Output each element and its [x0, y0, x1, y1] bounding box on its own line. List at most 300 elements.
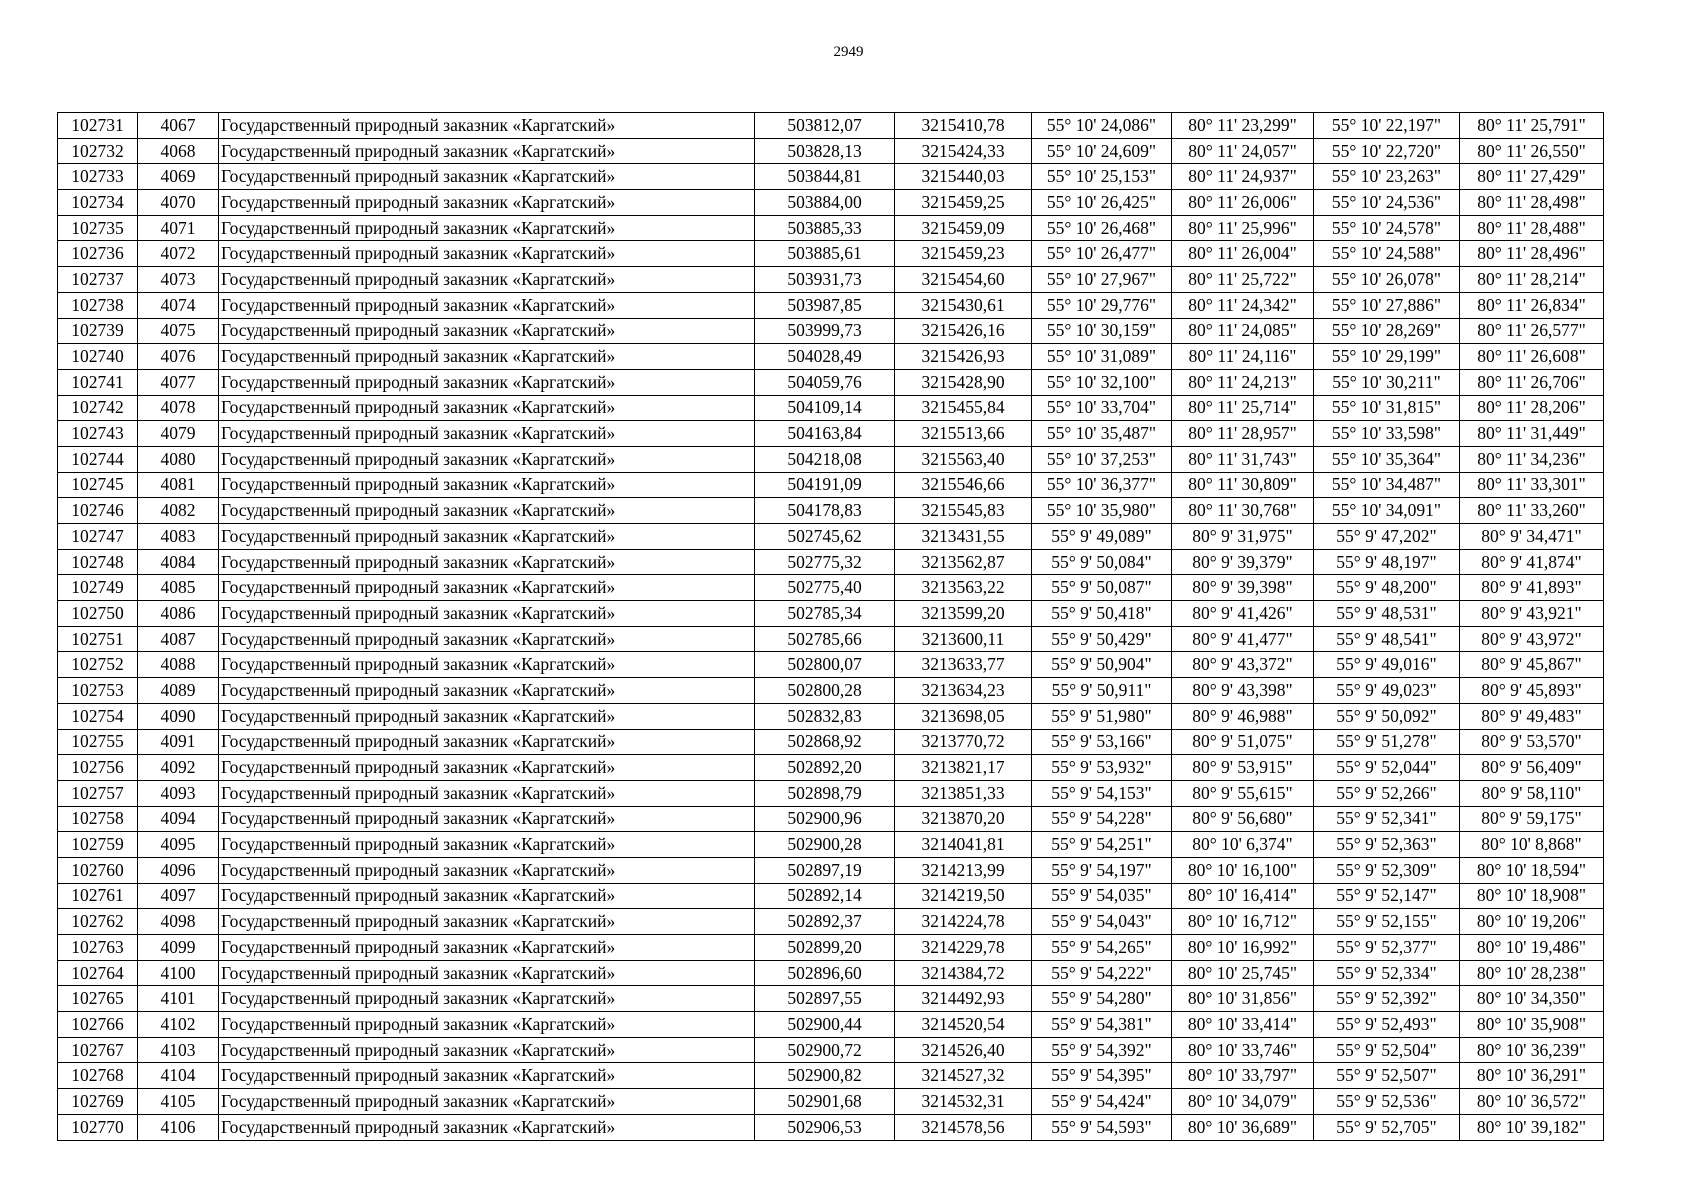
- row-id-cell: 102742: [58, 395, 138, 421]
- y-coord-cell: 3215546,66: [895, 472, 1032, 498]
- name-cell: Государственный природный заказник «Каргатский»: [219, 395, 755, 421]
- x-coord-cell: 503885,61: [755, 241, 895, 267]
- longitude-2-cell: 80° 11' 33,301": [1460, 472, 1604, 498]
- longitude-2-cell: 80° 11' 25,791": [1460, 113, 1604, 139]
- longitude-2-cell: 80° 10' 18,908": [1460, 883, 1604, 909]
- latitude-1-cell: 55° 9' 50,418": [1032, 601, 1172, 627]
- x-coord-cell: 504163,84: [755, 421, 895, 447]
- table-row: [58, 678, 1604, 704]
- table-row: [58, 446, 1604, 472]
- latitude-1-cell: 55° 10' 32,100": [1032, 369, 1172, 395]
- point-number-cell: 4104: [138, 1063, 219, 1089]
- latitude-2-cell: 55° 9' 52,493": [1314, 1012, 1460, 1038]
- longitude-2-cell: 80° 9' 41,893": [1460, 575, 1604, 601]
- y-coord-cell: 3213633,77: [895, 652, 1032, 678]
- x-coord-cell: 502785,66: [755, 626, 895, 652]
- name-cell: Государственный природный заказник «Каргатский»: [219, 164, 755, 190]
- x-coord-cell: 502775,40: [755, 575, 895, 601]
- table-body: [58, 113, 1604, 1141]
- table-row: [58, 138, 1604, 164]
- row-id-cell: 102741: [58, 369, 138, 395]
- latitude-1-cell: 55° 10' 36,377": [1032, 472, 1172, 498]
- point-number-cell: 4100: [138, 960, 219, 986]
- longitude-1-cell: 80° 9' 39,379": [1172, 549, 1314, 575]
- y-coord-cell: 3214041,81: [895, 832, 1032, 858]
- name-cell: Государственный природный заказник «Каргатский»: [219, 1012, 755, 1038]
- y-coord-cell: 3215455,84: [895, 395, 1032, 421]
- latitude-1-cell: 55° 9' 54,228": [1032, 806, 1172, 832]
- longitude-1-cell: 80° 11' 26,004": [1172, 241, 1314, 267]
- longitude-2-cell: 80° 9' 41,874": [1460, 549, 1604, 575]
- longitude-2-cell: 80° 11' 26,550": [1460, 138, 1604, 164]
- table-row: [58, 1089, 1604, 1115]
- row-id-cell: 102757: [58, 780, 138, 806]
- point-number-cell: 4079: [138, 421, 219, 447]
- longitude-1-cell: 80° 10' 33,414": [1172, 1012, 1314, 1038]
- longitude-1-cell: 80° 10' 36,689": [1172, 1114, 1314, 1140]
- x-coord-cell: 503812,07: [755, 113, 895, 139]
- latitude-1-cell: 55° 9' 54,392": [1032, 1037, 1172, 1063]
- longitude-1-cell: 80° 10' 31,856": [1172, 986, 1314, 1012]
- name-cell: Государственный природный заказник «Каргатский»: [219, 703, 755, 729]
- row-id-cell: 102732: [58, 138, 138, 164]
- name-cell: Государственный природный заказник «Каргатский»: [219, 215, 755, 241]
- latitude-2-cell: 55° 9' 52,705": [1314, 1114, 1460, 1140]
- name-cell: Государственный природный заказник «Каргатский»: [219, 652, 755, 678]
- point-number-cell: 4088: [138, 652, 219, 678]
- point-number-cell: 4102: [138, 1012, 219, 1038]
- name-cell: Государственный природный заказник «Каргатский»: [219, 1089, 755, 1115]
- x-coord-cell: 502900,96: [755, 806, 895, 832]
- x-coord-cell: 502906,53: [755, 1114, 895, 1140]
- table-row: [58, 267, 1604, 293]
- point-number-cell: 4068: [138, 138, 219, 164]
- x-coord-cell: 502892,20: [755, 755, 895, 781]
- y-coord-cell: 3214526,40: [895, 1037, 1032, 1063]
- latitude-2-cell: 55° 9' 49,016": [1314, 652, 1460, 678]
- latitude-1-cell: 55° 9' 54,593": [1032, 1114, 1172, 1140]
- name-cell: Государственный природный заказник «Каргатский»: [219, 832, 755, 858]
- row-id-cell: 102754: [58, 703, 138, 729]
- page-number: 2949: [833, 44, 864, 60]
- longitude-2-cell: 80° 10' 19,206": [1460, 909, 1604, 935]
- latitude-1-cell: 55° 10' 25,153": [1032, 164, 1172, 190]
- latitude-2-cell: 55° 9' 52,155": [1314, 909, 1460, 935]
- latitude-1-cell: 55° 9' 51,980": [1032, 703, 1172, 729]
- longitude-1-cell: 80° 9' 39,398": [1172, 575, 1314, 601]
- row-id-cell: 102731: [58, 113, 138, 139]
- latitude-2-cell: 55° 9' 52,334": [1314, 960, 1460, 986]
- latitude-2-cell: 55° 10' 34,091": [1314, 498, 1460, 524]
- table-row: [58, 703, 1604, 729]
- longitude-2-cell: 80° 11' 26,577": [1460, 318, 1604, 344]
- longitude-2-cell: 80° 10' 36,572": [1460, 1089, 1604, 1115]
- longitude-2-cell: 80° 9' 45,867": [1460, 652, 1604, 678]
- row-id-cell: 102743: [58, 421, 138, 447]
- point-number-cell: 4101: [138, 986, 219, 1012]
- longitude-1-cell: 80° 10' 16,712": [1172, 909, 1314, 935]
- name-cell: Государственный природный заказник «Каргатский»: [219, 806, 755, 832]
- latitude-1-cell: 55° 10' 27,967": [1032, 267, 1172, 293]
- longitude-1-cell: 80° 9' 51,075": [1172, 729, 1314, 755]
- longitude-2-cell: 80° 11' 34,236": [1460, 446, 1604, 472]
- longitude-1-cell: 80° 10' 25,745": [1172, 960, 1314, 986]
- longitude-2-cell: 80° 9' 43,972": [1460, 626, 1604, 652]
- table-row: [58, 729, 1604, 755]
- row-id-cell: 102739: [58, 318, 138, 344]
- longitude-1-cell: 80° 11' 24,057": [1172, 138, 1314, 164]
- latitude-2-cell: 55° 9' 52,266": [1314, 780, 1460, 806]
- x-coord-cell: 504178,83: [755, 498, 895, 524]
- row-id-cell: 102755: [58, 729, 138, 755]
- point-number-cell: 4105: [138, 1089, 219, 1115]
- y-coord-cell: 3213821,17: [895, 755, 1032, 781]
- row-id-cell: 102752: [58, 652, 138, 678]
- longitude-1-cell: 80° 10' 34,079": [1172, 1089, 1314, 1115]
- point-number-cell: 4096: [138, 857, 219, 883]
- longitude-1-cell: 80° 9' 31,975": [1172, 524, 1314, 550]
- point-number-cell: 4071: [138, 215, 219, 241]
- longitude-2-cell: 80° 10' 39,182": [1460, 1114, 1604, 1140]
- y-coord-cell: 3213562,87: [895, 549, 1032, 575]
- latitude-1-cell: 55° 10' 29,776": [1032, 292, 1172, 318]
- table-row: [58, 575, 1604, 601]
- point-number-cell: 4091: [138, 729, 219, 755]
- table-row: [58, 626, 1604, 652]
- y-coord-cell: 3215459,23: [895, 241, 1032, 267]
- latitude-1-cell: 55° 10' 31,089": [1032, 344, 1172, 370]
- y-coord-cell: 3215545,83: [895, 498, 1032, 524]
- y-coord-cell: 3215426,16: [895, 318, 1032, 344]
- longitude-1-cell: 80° 9' 41,426": [1172, 601, 1314, 627]
- x-coord-cell: 502897,55: [755, 986, 895, 1012]
- point-number-cell: 4070: [138, 190, 219, 216]
- name-cell: Государственный природный заказник «Каргатский»: [219, 549, 755, 575]
- name-cell: Государственный природный заказник «Каргатский»: [219, 241, 755, 267]
- point-number-cell: 4092: [138, 755, 219, 781]
- longitude-1-cell: 80° 10' 16,100": [1172, 857, 1314, 883]
- longitude-2-cell: 80° 11' 26,608": [1460, 344, 1604, 370]
- latitude-2-cell: 55° 9' 52,147": [1314, 883, 1460, 909]
- name-cell: Государственный природный заказник «Каргатский»: [219, 935, 755, 961]
- longitude-2-cell: 80° 11' 31,449": [1460, 421, 1604, 447]
- name-cell: Государственный природный заказник «Каргатский»: [219, 369, 755, 395]
- latitude-2-cell: 55° 10' 24,588": [1314, 241, 1460, 267]
- latitude-2-cell: 55° 10' 27,886": [1314, 292, 1460, 318]
- latitude-2-cell: 55° 9' 52,363": [1314, 832, 1460, 858]
- longitude-2-cell: 80° 10' 8,868": [1460, 832, 1604, 858]
- x-coord-cell: 503844,81: [755, 164, 895, 190]
- longitude-1-cell: 80° 9' 55,615": [1172, 780, 1314, 806]
- point-number-cell: 4099: [138, 935, 219, 961]
- table-row: [58, 806, 1604, 832]
- name-cell: Государственный природный заказник «Каргатский»: [219, 292, 755, 318]
- longitude-1-cell: 80° 9' 43,372": [1172, 652, 1314, 678]
- longitude-2-cell: 80° 10' 36,239": [1460, 1037, 1604, 1063]
- y-coord-cell: 3214492,93: [895, 986, 1032, 1012]
- latitude-1-cell: 55° 9' 54,222": [1032, 960, 1172, 986]
- point-number-cell: 4084: [138, 549, 219, 575]
- longitude-2-cell: 80° 9' 53,570": [1460, 729, 1604, 755]
- longitude-1-cell: 80° 9' 53,915": [1172, 755, 1314, 781]
- table-row: [58, 1114, 1604, 1140]
- longitude-1-cell: 80° 9' 46,988": [1172, 703, 1314, 729]
- row-id-cell: 102750: [58, 601, 138, 627]
- latitude-2-cell: 55° 10' 29,199": [1314, 344, 1460, 370]
- longitude-1-cell: 80° 11' 24,213": [1172, 369, 1314, 395]
- latitude-2-cell: 55° 9' 52,377": [1314, 935, 1460, 961]
- x-coord-cell: 502897,19: [755, 857, 895, 883]
- latitude-1-cell: 55° 10' 35,980": [1032, 498, 1172, 524]
- latitude-1-cell: 55° 9' 54,280": [1032, 986, 1172, 1012]
- y-coord-cell: 3213634,23: [895, 678, 1032, 704]
- latitude-2-cell: 55° 10' 30,211": [1314, 369, 1460, 395]
- table-row: [58, 960, 1604, 986]
- row-id-cell: 102761: [58, 883, 138, 909]
- longitude-1-cell: 80° 11' 30,768": [1172, 498, 1314, 524]
- table-row: [58, 292, 1604, 318]
- row-id-cell: 102751: [58, 626, 138, 652]
- row-id-cell: 102745: [58, 472, 138, 498]
- latitude-1-cell: 55° 9' 54,265": [1032, 935, 1172, 961]
- point-number-cell: 4075: [138, 318, 219, 344]
- longitude-1-cell: 80° 10' 16,414": [1172, 883, 1314, 909]
- name-cell: Государственный природный заказник «Каргатский»: [219, 138, 755, 164]
- longitude-1-cell: 80° 11' 24,937": [1172, 164, 1314, 190]
- name-cell: Государственный природный заказник «Каргатский»: [219, 318, 755, 344]
- latitude-2-cell: 55° 9' 48,531": [1314, 601, 1460, 627]
- table-row: [58, 832, 1604, 858]
- point-number-cell: 4073: [138, 267, 219, 293]
- y-coord-cell: 3213599,20: [895, 601, 1032, 627]
- latitude-2-cell: 55° 9' 52,044": [1314, 755, 1460, 781]
- point-number-cell: 4095: [138, 832, 219, 858]
- latitude-1-cell: 55° 10' 35,487": [1032, 421, 1172, 447]
- y-coord-cell: 3214520,54: [895, 1012, 1032, 1038]
- table-row: [58, 1037, 1604, 1063]
- x-coord-cell: 504109,14: [755, 395, 895, 421]
- latitude-1-cell: 55° 10' 26,468": [1032, 215, 1172, 241]
- row-id-cell: 102759: [58, 832, 138, 858]
- table-row: [58, 241, 1604, 267]
- point-number-cell: 4097: [138, 883, 219, 909]
- table-row: [58, 421, 1604, 447]
- longitude-1-cell: 80° 11' 23,299": [1172, 113, 1314, 139]
- longitude-2-cell: 80° 9' 34,471": [1460, 524, 1604, 550]
- latitude-2-cell: 55° 10' 23,263": [1314, 164, 1460, 190]
- latitude-1-cell: 55° 9' 50,087": [1032, 575, 1172, 601]
- latitude-1-cell: 55° 9' 54,424": [1032, 1089, 1172, 1115]
- y-coord-cell: 3215459,09: [895, 215, 1032, 241]
- x-coord-cell: 504059,76: [755, 369, 895, 395]
- y-coord-cell: 3214224,78: [895, 909, 1032, 935]
- latitude-2-cell: 55° 10' 33,598": [1314, 421, 1460, 447]
- longitude-1-cell: 80° 11' 31,743": [1172, 446, 1314, 472]
- latitude-2-cell: 55° 10' 24,536": [1314, 190, 1460, 216]
- row-id-cell: 102764: [58, 960, 138, 986]
- row-id-cell: 102738: [58, 292, 138, 318]
- y-coord-cell: 3215426,93: [895, 344, 1032, 370]
- longitude-1-cell: 80° 11' 28,957": [1172, 421, 1314, 447]
- table-row: [58, 113, 1604, 139]
- latitude-1-cell: 55° 10' 26,477": [1032, 241, 1172, 267]
- point-number-cell: 4081: [138, 472, 219, 498]
- x-coord-cell: 503999,73: [755, 318, 895, 344]
- name-cell: Государственный природный заказник «Каргатский»: [219, 1037, 755, 1063]
- y-coord-cell: 3213563,22: [895, 575, 1032, 601]
- row-id-cell: 102758: [58, 806, 138, 832]
- latitude-2-cell: 55° 10' 31,815": [1314, 395, 1460, 421]
- x-coord-cell: 502898,79: [755, 780, 895, 806]
- table-row: [58, 857, 1604, 883]
- name-cell: Государственный природный заказник «Каргатский»: [219, 267, 755, 293]
- row-id-cell: 102748: [58, 549, 138, 575]
- row-id-cell: 102749: [58, 575, 138, 601]
- point-number-cell: 4094: [138, 806, 219, 832]
- point-number-cell: 4106: [138, 1114, 219, 1140]
- longitude-2-cell: 80° 9' 56,409": [1460, 755, 1604, 781]
- longitude-2-cell: 80° 10' 36,291": [1460, 1063, 1604, 1089]
- point-number-cell: 4090: [138, 703, 219, 729]
- y-coord-cell: 3214527,32: [895, 1063, 1032, 1089]
- y-coord-cell: 3215440,03: [895, 164, 1032, 190]
- longitude-2-cell: 80° 10' 35,908": [1460, 1012, 1604, 1038]
- table-row: [58, 780, 1604, 806]
- latitude-2-cell: 55° 9' 48,200": [1314, 575, 1460, 601]
- longitude-2-cell: 80° 9' 43,921": [1460, 601, 1604, 627]
- longitude-1-cell: 80° 11' 30,809": [1172, 472, 1314, 498]
- row-id-cell: 102763: [58, 935, 138, 961]
- longitude-2-cell: 80° 11' 26,706": [1460, 369, 1604, 395]
- table-row: [58, 318, 1604, 344]
- longitude-1-cell: 80° 10' 16,992": [1172, 935, 1314, 961]
- longitude-2-cell: 80° 11' 26,834": [1460, 292, 1604, 318]
- latitude-2-cell: 55° 9' 50,092": [1314, 703, 1460, 729]
- x-coord-cell: 502892,14: [755, 883, 895, 909]
- latitude-1-cell: 55° 9' 54,395": [1032, 1063, 1172, 1089]
- point-number-cell: 4093: [138, 780, 219, 806]
- table-row: [58, 395, 1604, 421]
- table-row: [58, 524, 1604, 550]
- row-id-cell: 102744: [58, 446, 138, 472]
- latitude-2-cell: 55° 9' 52,309": [1314, 857, 1460, 883]
- longitude-2-cell: 80° 11' 27,429": [1460, 164, 1604, 190]
- latitude-2-cell: 55° 9' 48,197": [1314, 549, 1460, 575]
- row-id-cell: 102766: [58, 1012, 138, 1038]
- name-cell: Государственный природный заказник «Каргатский»: [219, 909, 755, 935]
- table-row: [58, 369, 1604, 395]
- x-coord-cell: 503987,85: [755, 292, 895, 318]
- y-coord-cell: 3213698,05: [895, 703, 1032, 729]
- row-id-cell: 102760: [58, 857, 138, 883]
- latitude-1-cell: 55° 10' 26,425": [1032, 190, 1172, 216]
- row-id-cell: 102762: [58, 909, 138, 935]
- y-coord-cell: 3215430,61: [895, 292, 1032, 318]
- x-coord-cell: 504191,09: [755, 472, 895, 498]
- longitude-1-cell: 80° 10' 33,746": [1172, 1037, 1314, 1063]
- longitude-2-cell: 80° 11' 28,206": [1460, 395, 1604, 421]
- latitude-1-cell: 55° 9' 53,166": [1032, 729, 1172, 755]
- name-cell: Государственный природный заказник «Каргатский»: [219, 960, 755, 986]
- latitude-2-cell: 55° 9' 47,202": [1314, 524, 1460, 550]
- y-coord-cell: 3215513,66: [895, 421, 1032, 447]
- name-cell: Государственный природный заказник «Каргатский»: [219, 113, 755, 139]
- latitude-1-cell: 55° 10' 24,609": [1032, 138, 1172, 164]
- latitude-1-cell: 55° 9' 49,089": [1032, 524, 1172, 550]
- point-number-cell: 4077: [138, 369, 219, 395]
- name-cell: Государственный природный заказник «Каргатский»: [219, 344, 755, 370]
- row-id-cell: 102767: [58, 1037, 138, 1063]
- latitude-1-cell: 55° 9' 54,043": [1032, 909, 1172, 935]
- point-number-cell: 4086: [138, 601, 219, 627]
- latitude-2-cell: 55° 9' 52,504": [1314, 1037, 1460, 1063]
- row-id-cell: 102753: [58, 678, 138, 704]
- longitude-2-cell: 80° 10' 34,350": [1460, 986, 1604, 1012]
- point-number-cell: 4098: [138, 909, 219, 935]
- row-id-cell: 102747: [58, 524, 138, 550]
- longitude-2-cell: 80° 9' 59,175": [1460, 806, 1604, 832]
- longitude-1-cell: 80° 9' 41,477": [1172, 626, 1314, 652]
- y-coord-cell: 3214578,56: [895, 1114, 1032, 1140]
- point-number-cell: 4078: [138, 395, 219, 421]
- name-cell: Государственный природный заказник «Каргатский»: [219, 472, 755, 498]
- y-coord-cell: 3215410,78: [895, 113, 1032, 139]
- y-coord-cell: 3215459,25: [895, 190, 1032, 216]
- point-number-cell: 4089: [138, 678, 219, 704]
- latitude-1-cell: 55° 10' 24,086": [1032, 113, 1172, 139]
- x-coord-cell: 504218,08: [755, 446, 895, 472]
- name-cell: Государственный природный заказник «Каргатский»: [219, 524, 755, 550]
- latitude-2-cell: 55° 10' 26,078": [1314, 267, 1460, 293]
- name-cell: Государственный природный заказник «Каргатский»: [219, 1063, 755, 1089]
- point-number-cell: 4080: [138, 446, 219, 472]
- x-coord-cell: 502745,62: [755, 524, 895, 550]
- latitude-1-cell: 55° 9' 50,911": [1032, 678, 1172, 704]
- y-coord-cell: 3213770,72: [895, 729, 1032, 755]
- y-coord-cell: 3213600,11: [895, 626, 1032, 652]
- table-row: [58, 652, 1604, 678]
- x-coord-cell: 502900,44: [755, 1012, 895, 1038]
- x-coord-cell: 503828,13: [755, 138, 895, 164]
- latitude-2-cell: 55° 10' 35,364": [1314, 446, 1460, 472]
- row-id-cell: 102765: [58, 986, 138, 1012]
- table-row: [58, 935, 1604, 961]
- y-coord-cell: 3213870,20: [895, 806, 1032, 832]
- longitude-1-cell: 80° 10' 6,374": [1172, 832, 1314, 858]
- latitude-2-cell: 55° 9' 48,541": [1314, 626, 1460, 652]
- longitude-1-cell: 80° 11' 24,342": [1172, 292, 1314, 318]
- latitude-2-cell: 55° 9' 52,392": [1314, 986, 1460, 1012]
- name-cell: Государственный природный заказник «Каргатский»: [219, 421, 755, 447]
- point-number-cell: 4067: [138, 113, 219, 139]
- x-coord-cell: 502901,68: [755, 1089, 895, 1115]
- latitude-2-cell: 55° 10' 28,269": [1314, 318, 1460, 344]
- table-row: [58, 1012, 1604, 1038]
- y-coord-cell: 3215424,33: [895, 138, 1032, 164]
- point-number-cell: 4076: [138, 344, 219, 370]
- point-number-cell: 4072: [138, 241, 219, 267]
- x-coord-cell: 502900,28: [755, 832, 895, 858]
- table-row: [58, 344, 1604, 370]
- row-id-cell: 102733: [58, 164, 138, 190]
- name-cell: Государственный природный заказник «Каргатский»: [219, 883, 755, 909]
- table-row: [58, 215, 1604, 241]
- point-number-cell: 4074: [138, 292, 219, 318]
- table-row: [58, 164, 1604, 190]
- x-coord-cell: 502800,28: [755, 678, 895, 704]
- longitude-1-cell: 80° 11' 26,006": [1172, 190, 1314, 216]
- x-coord-cell: 502892,37: [755, 909, 895, 935]
